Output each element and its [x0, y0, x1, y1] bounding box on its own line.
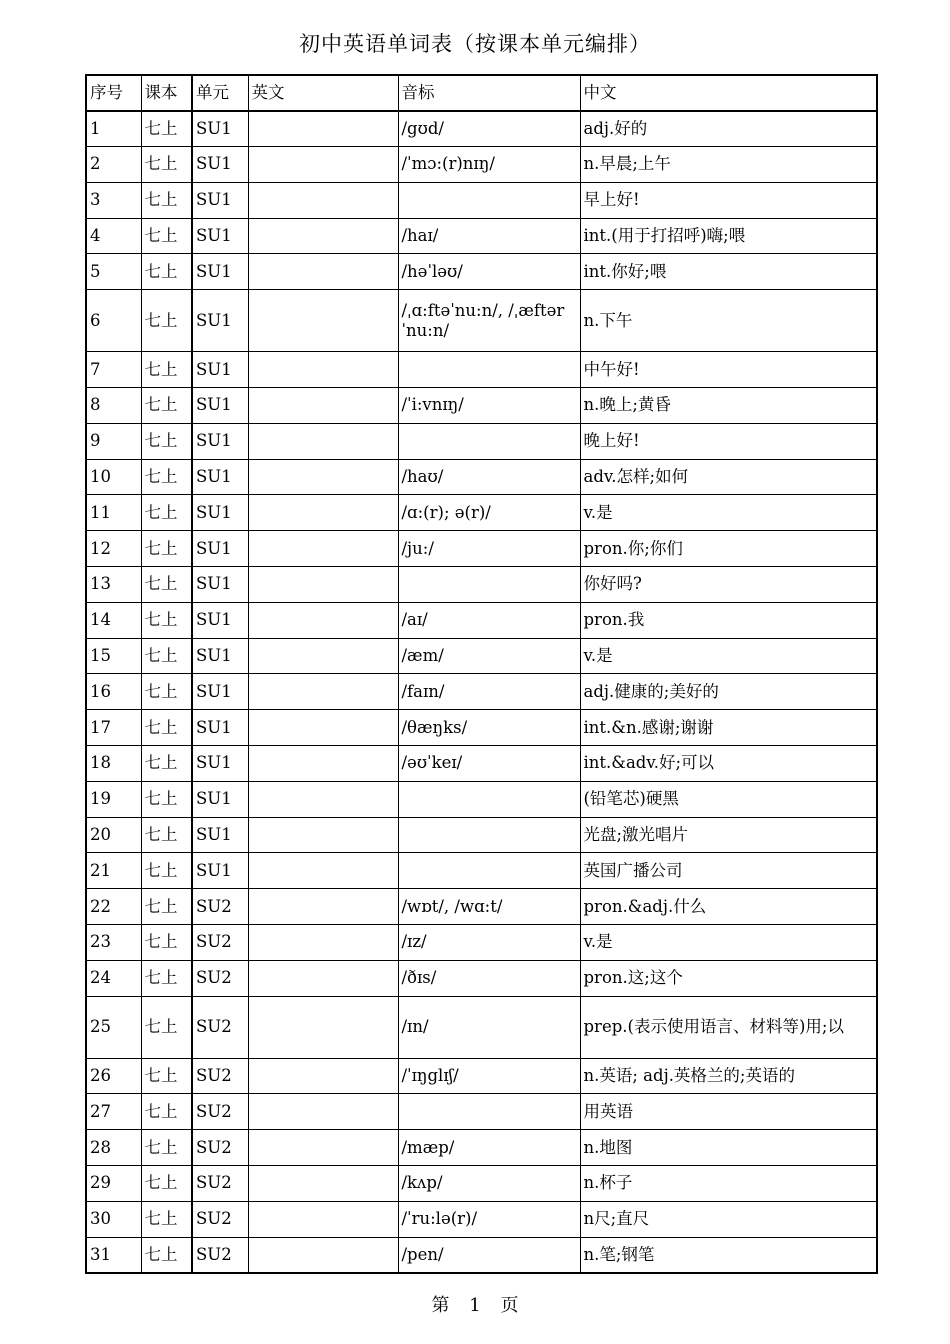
cell-chinese: int.(用于打招呼)嗨;喂 — [580, 218, 877, 254]
cell-textbook: 七上 — [141, 290, 192, 352]
cell-textbook: 七上 — [141, 674, 192, 710]
cell-phonetic — [398, 352, 580, 388]
cell-chinese: int.&adv.好;可以 — [580, 746, 877, 782]
cell-number: 18 — [86, 746, 141, 782]
cell-english — [248, 960, 398, 996]
table-row — [86, 746, 877, 782]
cell-number: 26 — [86, 1058, 141, 1094]
cell-phonetic: /həˈləʊ/ — [398, 254, 580, 290]
cell-number: 29 — [86, 1166, 141, 1202]
table-row — [86, 1166, 877, 1202]
cell-english — [248, 531, 398, 567]
table-row — [86, 567, 877, 603]
cell-unit: SU2 — [192, 1094, 248, 1130]
vocabulary-table — [85, 74, 878, 1274]
table-row — [86, 710, 877, 746]
cell-english — [248, 781, 398, 817]
table-row — [86, 1058, 877, 1094]
cell-textbook: 七上 — [141, 254, 192, 290]
cell-phonetic: /ɪz/ — [398, 925, 580, 961]
table-row — [86, 459, 877, 495]
cell-number: 25 — [86, 996, 141, 1058]
table-row — [86, 817, 877, 853]
cell-english — [248, 352, 398, 388]
table-row — [86, 423, 877, 459]
cell-chinese: (铅笔芯)硬黑 — [580, 781, 877, 817]
cell-textbook: 七上 — [141, 710, 192, 746]
table-row — [86, 111, 877, 147]
table-row — [86, 674, 877, 710]
cell-textbook: 七上 — [141, 423, 192, 459]
cell-english — [248, 388, 398, 424]
cell-textbook: 七上 — [141, 1237, 192, 1273]
page-title: 初中英语单词表（按课本单元编排） — [299, 32, 651, 56]
cell-number: 19 — [86, 781, 141, 817]
cell-phonetic: /əʊˈkeɪ/ — [398, 746, 580, 782]
cell-chinese: n.英语; adj.英格兰的;英语的 — [580, 1058, 877, 1094]
cell-english — [248, 1237, 398, 1273]
header-unit: 单元 — [192, 75, 248, 111]
header-textbook: 课本 — [141, 75, 192, 111]
cell-phonetic: /ˈi:vnɪŋ/ — [398, 388, 580, 424]
cell-textbook: 七上 — [141, 1201, 192, 1237]
cell-number: 3 — [86, 182, 141, 218]
cell-phonetic: /ɪn/ — [398, 996, 580, 1058]
table-row — [86, 531, 877, 567]
cell-number: 7 — [86, 352, 141, 388]
cell-number: 30 — [86, 1201, 141, 1237]
cell-phonetic: /ˈru:lə(r)/ — [398, 1201, 580, 1237]
cell-chinese: v.是 — [580, 638, 877, 674]
header-phonetic: 音标 — [398, 75, 580, 111]
cell-textbook: 七上 — [141, 781, 192, 817]
cell-english — [248, 567, 398, 603]
cell-unit: SU1 — [192, 147, 248, 183]
cell-number: 4 — [86, 218, 141, 254]
cell-unit: SU1 — [192, 746, 248, 782]
cell-chinese: pron.&adj.什么 — [580, 889, 877, 925]
cell-unit: SU2 — [192, 1237, 248, 1273]
cell-chinese: pron.我 — [580, 602, 877, 638]
cell-unit: SU2 — [192, 1130, 248, 1166]
cell-textbook: 七上 — [141, 1058, 192, 1094]
cell-textbook: 七上 — [141, 1166, 192, 1202]
cell-number: 31 — [86, 1237, 141, 1273]
cell-textbook: 七上 — [141, 1130, 192, 1166]
cell-phonetic: /ɑ:(r); ə(r)/ — [398, 495, 580, 531]
cell-english — [248, 817, 398, 853]
cell-phonetic — [398, 1094, 580, 1130]
cell-phonetic — [398, 567, 580, 603]
cell-textbook: 七上 — [141, 746, 192, 782]
cell-chinese: pron.这;这个 — [580, 960, 877, 996]
cell-english — [248, 111, 398, 147]
table-row — [86, 853, 877, 889]
cell-english — [248, 1094, 398, 1130]
cell-unit: SU1 — [192, 111, 248, 147]
cell-chinese: int.&n.感谢;谢谢 — [580, 710, 877, 746]
cell-unit: SU2 — [192, 925, 248, 961]
cell-textbook: 七上 — [141, 147, 192, 183]
cell-english — [248, 638, 398, 674]
cell-unit: SU1 — [192, 710, 248, 746]
cell-unit: SU2 — [192, 1166, 248, 1202]
cell-phonetic: /haɪ/ — [398, 218, 580, 254]
table-row — [86, 960, 877, 996]
cell-chinese: pron.你;你们 — [580, 531, 877, 567]
cell-unit: SU1 — [192, 781, 248, 817]
cell-chinese: prep.(表示使用语言、材料等)用;以 — [580, 996, 877, 1058]
cell-chinese: 晚上好! — [580, 423, 877, 459]
table-row — [86, 388, 877, 424]
cell-unit: SU1 — [192, 352, 248, 388]
cell-english — [248, 889, 398, 925]
cell-phonetic: /mæp/ — [398, 1130, 580, 1166]
cell-chinese: int.你好;喂 — [580, 254, 877, 290]
cell-english — [248, 254, 398, 290]
cell-unit: SU1 — [192, 567, 248, 603]
cell-number: 13 — [86, 567, 141, 603]
cell-chinese: adj.好的 — [580, 111, 877, 147]
cell-number: 8 — [86, 388, 141, 424]
cell-number: 21 — [86, 853, 141, 889]
table-row — [86, 1130, 877, 1166]
cell-phonetic: /faɪn/ — [398, 674, 580, 710]
cell-english — [248, 996, 398, 1058]
cell-textbook: 七上 — [141, 889, 192, 925]
table-row — [86, 182, 877, 218]
table-row — [86, 352, 877, 388]
cell-textbook: 七上 — [141, 218, 192, 254]
cell-phonetic — [398, 781, 580, 817]
page-footer: 第 1 页 — [431, 1295, 519, 1316]
table-row — [86, 495, 877, 531]
cell-unit: SU1 — [192, 459, 248, 495]
cell-phonetic: /gʊd/ — [398, 111, 580, 147]
cell-unit: SU1 — [192, 495, 248, 531]
table-header-row — [86, 75, 877, 111]
cell-unit: SU1 — [192, 254, 248, 290]
cell-chinese: n.笔;钢笔 — [580, 1237, 877, 1273]
cell-phonetic: /aɪ/ — [398, 602, 580, 638]
cell-unit: SU1 — [192, 638, 248, 674]
cell-chinese: 你好吗? — [580, 567, 877, 603]
cell-number: 2 — [86, 147, 141, 183]
cell-phonetic: /pen/ — [398, 1237, 580, 1273]
cell-textbook: 七上 — [141, 817, 192, 853]
cell-english — [248, 459, 398, 495]
cell-chinese: 英国广播公司 — [580, 853, 877, 889]
header-english: 英文 — [248, 75, 398, 111]
cell-textbook: 七上 — [141, 602, 192, 638]
cell-textbook: 七上 — [141, 1094, 192, 1130]
cell-number: 10 — [86, 459, 141, 495]
cell-chinese: adj.健康的;美好的 — [580, 674, 877, 710]
cell-chinese: n.早晨;上午 — [580, 147, 877, 183]
cell-chinese: n.下午 — [580, 290, 877, 352]
cell-number: 11 — [86, 495, 141, 531]
cell-textbook: 七上 — [141, 352, 192, 388]
cell-english — [248, 1201, 398, 1237]
cell-english — [248, 495, 398, 531]
cell-number: 9 — [86, 423, 141, 459]
table-row — [86, 290, 877, 352]
cell-chinese: 早上好! — [580, 182, 877, 218]
cell-phonetic — [398, 853, 580, 889]
table-row — [86, 925, 877, 961]
cell-number: 17 — [86, 710, 141, 746]
cell-textbook: 七上 — [141, 960, 192, 996]
cell-english — [248, 674, 398, 710]
cell-textbook: 七上 — [141, 182, 192, 218]
cell-chinese: v.是 — [580, 925, 877, 961]
cell-phonetic: /ˌɑ:ftəˈnu:n/, /ˌæftərˈnu:n/ — [398, 290, 580, 352]
cell-chinese: 用英语 — [580, 1094, 877, 1130]
cell-number: 1 — [86, 111, 141, 147]
table-row — [86, 996, 877, 1058]
cell-unit: SU1 — [192, 817, 248, 853]
cell-chinese: n.地图 — [580, 1130, 877, 1166]
cell-phonetic: /θæŋks/ — [398, 710, 580, 746]
cell-unit: SU2 — [192, 960, 248, 996]
cell-textbook: 七上 — [141, 495, 192, 531]
cell-chinese: n.晚上;黄昏 — [580, 388, 877, 424]
cell-number: 24 — [86, 960, 141, 996]
cell-english — [248, 218, 398, 254]
cell-chinese: adv.怎样;如何 — [580, 459, 877, 495]
cell-unit: SU1 — [192, 423, 248, 459]
cell-number: 6 — [86, 290, 141, 352]
cell-english — [248, 147, 398, 183]
cell-textbook: 七上 — [141, 388, 192, 424]
table-row — [86, 781, 877, 817]
cell-chinese: n.杯子 — [580, 1166, 877, 1202]
cell-unit: SU1 — [192, 853, 248, 889]
cell-number: 12 — [86, 531, 141, 567]
header-number: 序号 — [86, 75, 141, 111]
header-chinese: 中文 — [580, 75, 877, 111]
cell-number: 15 — [86, 638, 141, 674]
cell-number: 14 — [86, 602, 141, 638]
cell-unit: SU1 — [192, 602, 248, 638]
cell-number: 23 — [86, 925, 141, 961]
cell-unit: SU1 — [192, 388, 248, 424]
cell-chinese: 光盘;激光唱片 — [580, 817, 877, 853]
cell-textbook: 七上 — [141, 567, 192, 603]
cell-phonetic: /haʊ/ — [398, 459, 580, 495]
cell-english — [248, 182, 398, 218]
cell-textbook: 七上 — [141, 111, 192, 147]
cell-english — [248, 1058, 398, 1094]
cell-number: 27 — [86, 1094, 141, 1130]
cell-phonetic: /wɒt/, /wɑ:t/ — [398, 889, 580, 925]
cell-number: 5 — [86, 254, 141, 290]
cell-unit: SU1 — [192, 182, 248, 218]
cell-textbook: 七上 — [141, 996, 192, 1058]
table-row — [86, 1201, 877, 1237]
cell-unit: SU2 — [192, 996, 248, 1058]
cell-chinese: v.是 — [580, 495, 877, 531]
cell-textbook: 七上 — [141, 925, 192, 961]
cell-english — [248, 1130, 398, 1166]
cell-phonetic: /kʌp/ — [398, 1166, 580, 1202]
cell-textbook: 七上 — [141, 638, 192, 674]
cell-english — [248, 853, 398, 889]
cell-number: 20 — [86, 817, 141, 853]
cell-number: 16 — [86, 674, 141, 710]
cell-textbook: 七上 — [141, 531, 192, 567]
cell-phonetic: /æm/ — [398, 638, 580, 674]
cell-chinese: 中午好! — [580, 352, 877, 388]
cell-unit: SU1 — [192, 531, 248, 567]
cell-textbook: 七上 — [141, 853, 192, 889]
cell-phonetic — [398, 182, 580, 218]
table-body — [86, 75, 877, 1273]
cell-phonetic: /ˈmɔ:(r)nɪŋ/ — [398, 147, 580, 183]
table-row — [86, 1237, 877, 1273]
cell-unit: SU1 — [192, 674, 248, 710]
table-row — [86, 147, 877, 183]
cell-english — [248, 710, 398, 746]
table-row — [86, 602, 877, 638]
cell-phonetic — [398, 423, 580, 459]
cell-english — [248, 423, 398, 459]
cell-unit: SU2 — [192, 889, 248, 925]
cell-english — [248, 746, 398, 782]
cell-number: 22 — [86, 889, 141, 925]
cell-english — [248, 1166, 398, 1202]
cell-unit: SU1 — [192, 218, 248, 254]
cell-english — [248, 602, 398, 638]
cell-number: 28 — [86, 1130, 141, 1166]
cell-phonetic: /ˈɪŋglɪʃ/ — [398, 1058, 580, 1094]
table-row — [86, 218, 877, 254]
cell-phonetic: /ðɪs/ — [398, 960, 580, 996]
cell-unit: SU2 — [192, 1201, 248, 1237]
table-row — [86, 1094, 877, 1130]
cell-phonetic: /ju:/ — [398, 531, 580, 567]
table-row — [86, 254, 877, 290]
cell-textbook: 七上 — [141, 459, 192, 495]
table-row — [86, 638, 877, 674]
cell-chinese: n尺;直尺 — [580, 1201, 877, 1237]
table-row — [86, 889, 877, 925]
cell-unit: SU1 — [192, 290, 248, 352]
cell-english — [248, 925, 398, 961]
cell-english — [248, 290, 398, 352]
cell-unit: SU2 — [192, 1058, 248, 1094]
cell-phonetic — [398, 817, 580, 853]
